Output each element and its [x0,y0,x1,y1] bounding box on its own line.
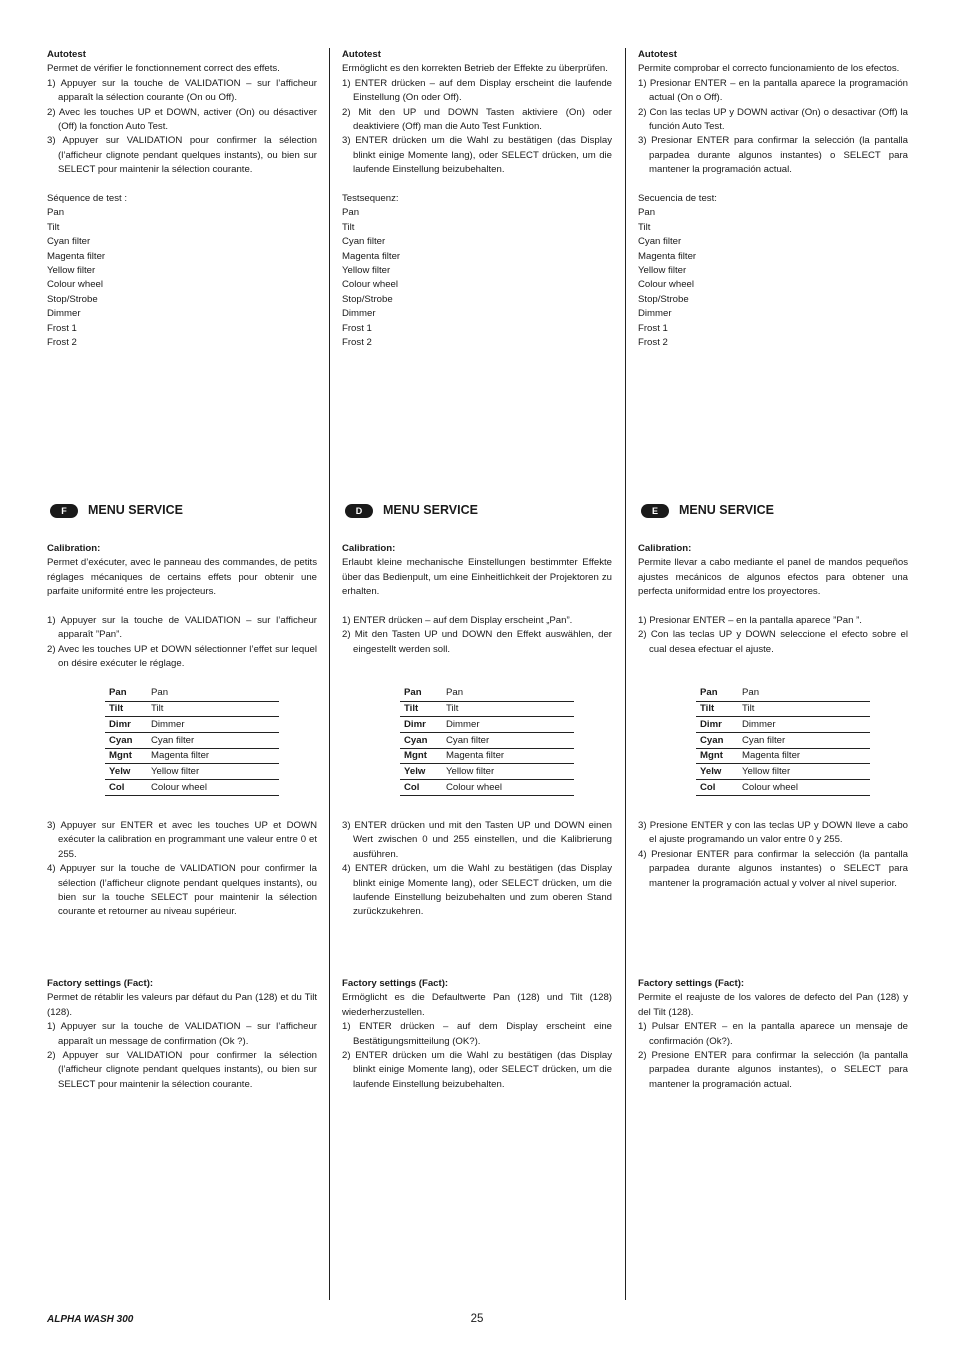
effect-name: Yellow filter [446,764,574,780]
sequence-item: Colour wheel [342,279,398,291]
sequence-item: Tilt [638,221,651,233]
menu-title: MENU SERVICE [88,503,183,517]
spacer [47,600,317,614]
step-item: 3) ENTER drücken um die Wahl zu bestätigen (das Display blinkt einige Momente lang), oder SELECT drücken, um die laufende Einstellung beizubehalten. [342,135,612,176]
sequence-item: Colour wheel [47,279,103,291]
steps-list [638,819,908,891]
section-heading: Factory settings (Fact): [342,978,449,989]
step-item: 2) Con las teclas UP y DOWN activar (On) o desactivar (Off) la función Auto Test. [638,106,908,133]
sequence-item: Frost 1 [638,322,668,334]
step-item: 2) Con las teclas UP y DOWN seleccione el efecto sobre el cual desea efectuar el ajuste. [638,629,908,655]
section-heading: Autotest [47,49,86,60]
table-row [400,701,574,717]
steps-list [342,614,612,657]
effect-code: Mgnt [105,748,151,764]
steps-list [342,1020,612,1092]
effect-name: Yellow filter [151,764,279,780]
section-heading: Factory settings (Fact): [638,978,745,989]
table-row [696,748,870,764]
sequence-item: Tilt [47,221,60,233]
column-divider [625,48,626,1300]
autotest-section [47,48,317,351]
sequence-item: Cyan filter [47,236,91,248]
section-heading: Calibration: [47,543,101,554]
steps-list [638,614,908,657]
step-item: 3) Presione ENTER y con las teclas UP y DOWN lleve a cabo el ajuste programando un valor entre 0 y 255. [638,820,908,846]
effect-code: Yelw [400,764,446,780]
menu-title: MENU SERVICE [679,503,774,517]
table-row [105,764,279,780]
section-intro: Permite comprobar el correcto funcionamiento de los efectos. [638,63,900,75]
table-row [400,764,574,780]
effect-code: Cyan [105,733,151,749]
sequence-item: Dimmer [47,308,81,320]
sequence-title: Testsequenz: [342,193,399,205]
effect-code: Tilt [400,701,446,717]
step-item: 1) ENTER drücken – auf dem Display erscheint „Pan”. [342,615,573,627]
step-item: 3) Presionar ENTER para confirmar la selección (la pantalla parpadea durante algunos instantes) o SELECT para mantener la programación actual. [638,135,908,176]
column-divider [329,48,330,1300]
table-row [105,701,279,717]
step-item: 2) ENTER drücken um die Wahl zu bestätigen (das Display blinkt einige Momente lang), oder SELECT drücken, um die laufende Einstellung beizubehalten. [342,1050,612,1090]
effect-name: Colour wheel [446,780,574,796]
effect-code: Col [400,780,446,796]
effect-name: Tilt [446,701,574,717]
sequence-item: Stop/Strobe [47,293,98,305]
effect-code: Col [696,780,742,796]
section-intro: Permite llevar a cabo mediante el panel de mandos pequeños ajustes mecánicos de algunos efectos para obtener una perfecta uniformidad entre los proyectores. [638,557,908,598]
effect-name: Tilt [742,701,870,717]
sequence-item: Magenta filter [638,250,697,262]
calibration-steps-continued [47,819,317,920]
table-row [696,717,870,733]
table-row [400,733,574,749]
sequence-item: Colour wheel [638,279,694,291]
step-item: 1) Pulsar ENTER – en la pantalla aparece un mensaje de confirmación (Ok?). [638,1021,908,1047]
effect-code: Dimr [696,717,742,733]
step-item: 2) Appuyer sur VALIDATION pour confirmer la sélection (l’afficheur clignote pendant quelques instants), ou bien sur SELECT pour maintenir la sélection courante. [47,1050,317,1090]
effect-code: Col [105,780,151,796]
step-item: 1) Presionar ENTER – en la pantalla aparece ”Pan ”. [638,615,862,627]
step-item: 3) ENTER drücken und mit den Tasten UP und DOWN einen Wert zwischen 0 und 255 einstellen, und die Kalibrierung ausführen. [342,820,612,860]
step-item: 2) Mit den UP und DOWN Tasten aktiviere (On) oder deaktiviere (Off) man die Auto Test Funktion. [342,106,612,133]
sequence-item: Frost 1 [47,322,77,334]
factory-settings-section [47,977,317,1092]
menu-service-heading [47,501,317,521]
sequence-item: Dimmer [638,308,672,320]
menu-service-heading [342,501,612,521]
step-item: 2) Mit den Tasten UP und DOWN den Effekt auswählen, der eingestellt werden soll. [342,629,612,655]
steps-list [638,1020,908,1092]
calibration-steps-continued [638,819,908,891]
section-heading: Calibration: [638,543,692,554]
effects-table [696,686,870,796]
steps-list [342,819,612,920]
sequence-item: Frost 2 [638,337,668,349]
step-item: 4) ENTER drücken, um die Wahl zu bestätigen (das Display blinkt einige Momente lang), oder SELECT drücken, um die laufende Einstellung beizubehalten und zum oberen Stand zurückzukehren. [342,863,612,918]
effect-code: Dimr [400,717,446,733]
section-heading: Autotest [638,49,677,60]
table-row [696,780,870,796]
effect-code: Pan [400,686,446,701]
effect-name: Dimmer [151,717,279,733]
effect-code: Cyan [400,733,446,749]
table-row [400,780,574,796]
step-item: 3) Appuyer sur ENTER et avec les touches UP et DOWN exécuter la calibration en programmant une valeur entre 0 et 255. [47,820,317,860]
table-row [400,748,574,764]
sequence-item: Tilt [342,221,355,233]
spacer [342,600,612,614]
section-intro: Permite el reajuste de los valores de defecto del Pan (128) y del Tilt (128). [638,992,908,1018]
table-row [105,780,279,796]
calibration-steps-continued [342,819,612,920]
step-item: 1) Appuyer sur la touche de VALIDATION – sur l’afficheur apparaît un message de confirmation (Ok ?). [47,1021,317,1047]
table-row [400,717,574,733]
table-row [696,686,870,701]
sequence-item: Pan [47,207,65,219]
step-item: 1) Appuyer sur la touche de VALIDATION – sur l’afficheur apparaît ”Pan”. [47,615,317,641]
calibration-section [47,542,317,672]
table-row [696,701,870,717]
sequence-title: Secuencia de test: [638,193,717,205]
autotest-section [638,48,908,351]
calibration-section [342,542,612,657]
effect-name: Pan [446,686,574,701]
effects-table [400,686,574,796]
table-row [105,686,279,701]
step-item: 1) ENTER drücken – auf dem Display erscheint eine Bestätigungsmitteilung (OK?). [342,1021,612,1047]
effect-name: Pan [742,686,870,701]
autotest-section [342,48,612,351]
steps-list [342,77,612,178]
step-item: 3) Appuyer sur VALIDATION pour confirmer la sélection (l’afficheur clignote pendant quelques instants), ou bien sur SELECT pour maintenir la sélection courante. [47,135,317,176]
effect-code: Mgnt [400,748,446,764]
step-item: 2) Avec les touches UP et DOWN, activer (On) ou désactiver (Off) la fonction Auto Test. [47,106,317,133]
effect-name: Colour wheel [151,780,279,796]
effect-code: Pan [105,686,151,701]
effect-name: Magenta filter [151,748,279,764]
steps-list [47,1020,317,1092]
effect-name: Tilt [151,701,279,717]
language-badge: E [641,504,669,518]
step-item: 2) Avec les touches UP et DOWN sélectionner l’effet sur lequel on désire exécuter le réglage. [47,643,317,670]
menu-title: MENU SERVICE [383,503,478,517]
sequence-item: Stop/Strobe [638,293,689,305]
steps-list [638,77,908,178]
page-number: 25 [470,1313,484,1325]
steps-list [47,819,317,920]
table-row [105,717,279,733]
effect-code: Cyan [696,733,742,749]
effect-code: Tilt [696,701,742,717]
effect-name: Cyan filter [742,733,870,749]
product-name: ALPHA WASH 300 [47,1314,134,1325]
effect-name: Dimmer [742,717,870,733]
section-heading: Calibration: [342,543,396,554]
steps-list [47,77,317,178]
effect-name: Magenta filter [742,748,870,764]
table-row [105,748,279,764]
section-intro: Erlaubt kleine mechanische Einstellungen bestimmter Effekte über das Bedienpult, um eine Einheitlichkeit der Projektoren zu erhalten. [342,557,612,598]
step-item: 4) Presionar ENTER para confirmar la selección (la pantalla parpadea durante algunos instantes) o SELECT para mantener la programación actual y volver al nivel superior. [638,848,908,889]
spacer [638,600,908,614]
effect-code: Yelw [696,764,742,780]
language-badge: F [50,504,78,518]
effects-table [105,686,279,796]
table-row [696,764,870,780]
factory-settings-section [342,977,612,1092]
effect-code: Yelw [105,764,151,780]
step-item: 1) ENTER drücken – auf dem Display erscheint die laufende Einstellung (On oder Off). [342,77,612,104]
section-intro: Permet de rétablir les valeurs par défaut du Pan (128) et du Tilt (128). [47,992,317,1018]
section-heading: Factory settings (Fact): [47,978,154,989]
table-row [105,733,279,749]
sequence-item: Magenta filter [342,250,401,262]
section-intro: Ermöglicht es den korrekten Betrieb der Effekte zu überprüfen. [342,63,608,75]
effect-code: Dimr [105,717,151,733]
table-row [400,686,574,701]
effect-name: Pan [151,686,279,701]
section-heading: Autotest [342,49,381,60]
sequence-item: Cyan filter [342,236,386,248]
effect-name: Dimmer [446,717,574,733]
sequence-title: Séquence de test : [47,193,128,205]
step-item: 2) Presione ENTER para confirmar la selección (la pantalla parpadea durante algunos instantes), o SELECT para mantener la programación actual. [638,1050,908,1090]
sequence-item: Cyan filter [638,236,682,248]
sequence-item: Stop/Strobe [342,293,393,305]
effect-code: Pan [696,686,742,701]
sequence-item: Frost 2 [47,337,77,349]
effect-code: Mgnt [696,748,742,764]
table-row [696,733,870,749]
sequence-item: Pan [342,207,360,219]
section-intro: Ermöglicht es die Defaultwerte Pan (128) und Tilt (128) wiederherzustellen. [342,992,612,1018]
sequence-item: Magenta filter [47,250,106,262]
step-item: 4) Appuyer sur la touche de VALIDATION pour confirmer la sélection (l’afficheur clignote pendant quelques instants), ou bien sur la touche SELECT pour maintenir la sélection courante et retourner au niveau supérieur. [47,863,317,918]
sequence-item: Dimmer [342,308,376,320]
section-intro: Permet de vérifier le fonctionnement correct des effets. [47,63,280,75]
effect-name: Colour wheel [742,780,870,796]
steps-list [47,614,317,672]
sequence-item: Pan [638,207,656,219]
language-badge: D [345,504,373,518]
effect-code: Tilt [105,701,151,717]
sequence-item: Yellow filter [47,265,96,277]
effect-name: Cyan filter [446,733,574,749]
section-intro: Permet d’exécuter, avec le panneau des commandes, de petits réglages mécaniques de certains effets pour obtenir une parfaite uniformité entre les projecteurs. [47,557,317,598]
step-item: 1) Appuyer sur la touche de VALIDATION – sur l’afficheur apparaît la sélection courante (On ou Off). [47,77,317,104]
effect-name: Cyan filter [151,733,279,749]
sequence-item: Yellow filter [342,265,391,277]
calibration-section [638,542,908,657]
sequence-item: Frost 2 [342,337,372,349]
effect-name: Yellow filter [742,764,870,780]
step-item: 1) Presionar ENTER – en la pantalla aparece la programación actual (On o Off). [638,77,908,104]
sequence-item: Frost 1 [342,322,372,334]
menu-service-heading [638,501,908,521]
effect-name: Magenta filter [446,748,574,764]
sequence-item: Yellow filter [638,265,687,277]
factory-settings-section [638,977,908,1092]
